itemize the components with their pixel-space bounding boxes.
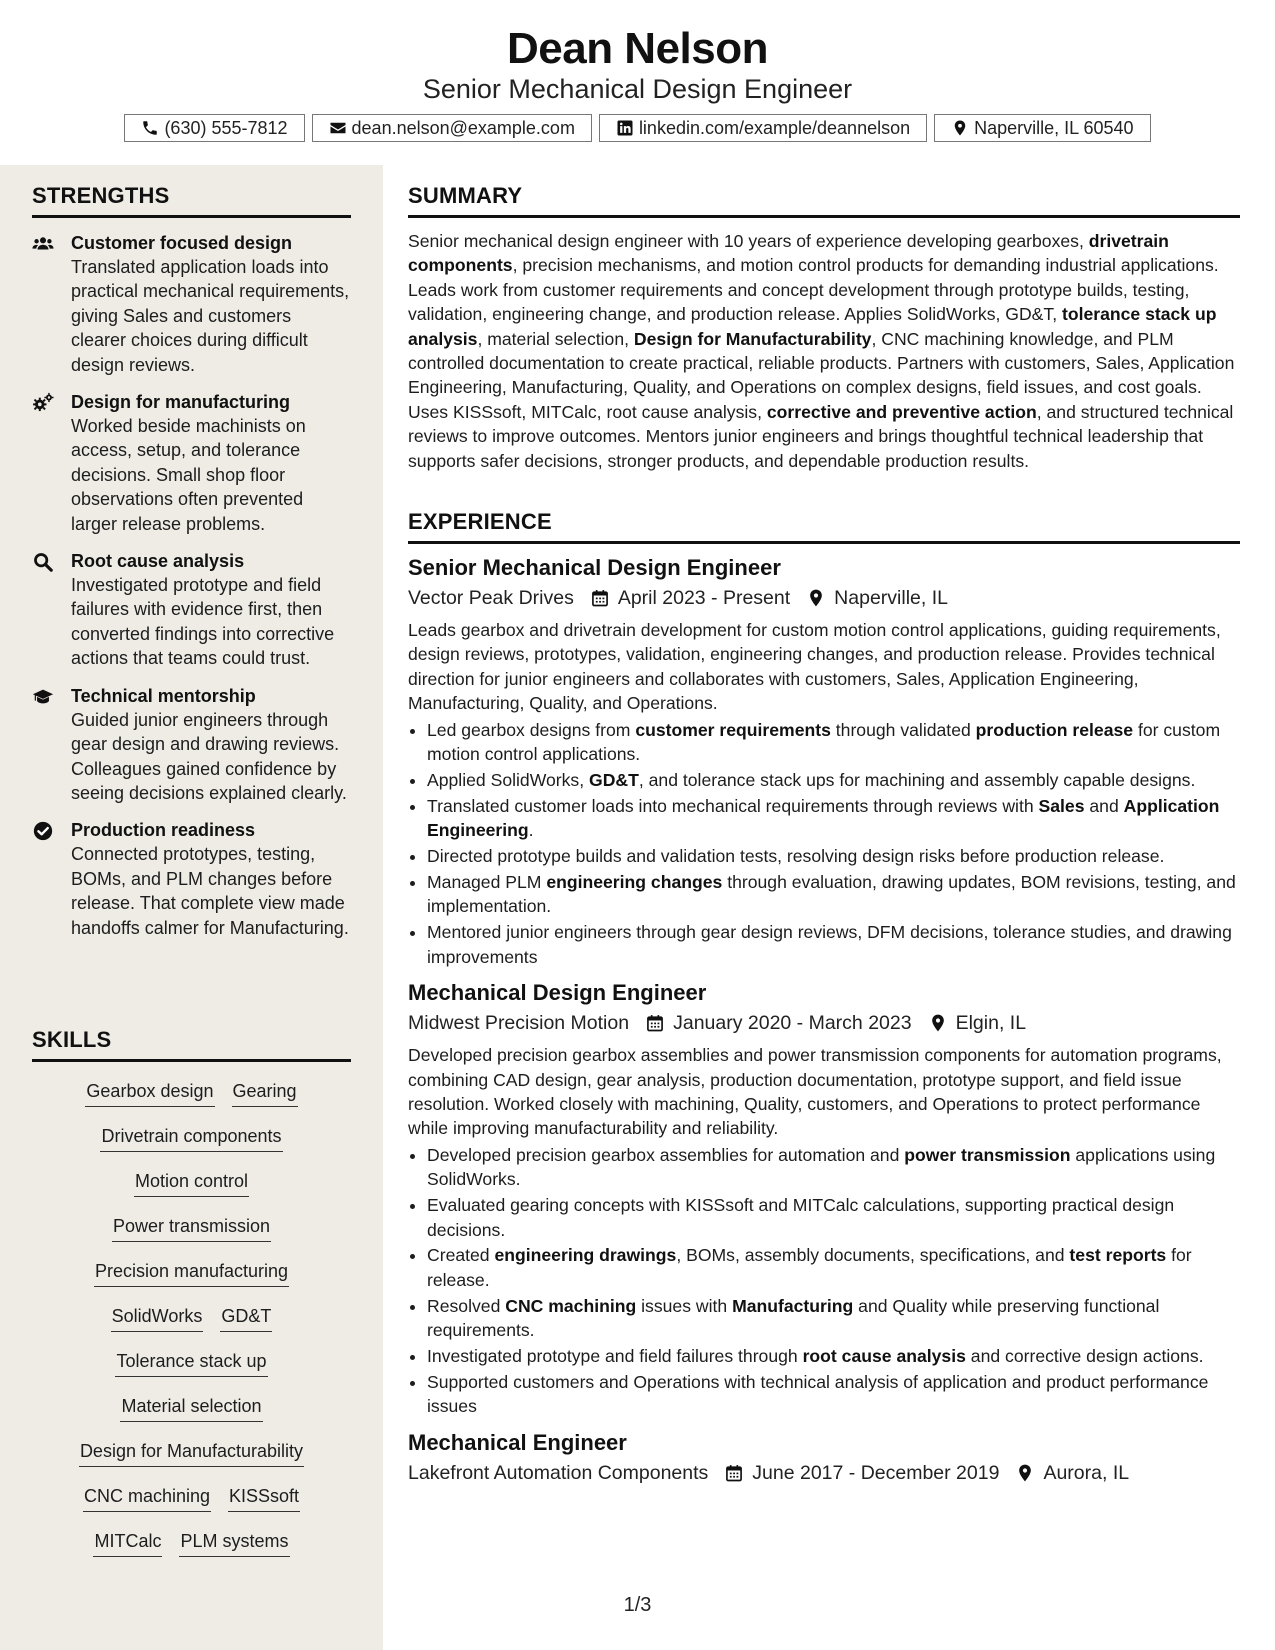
experience-section bbox=[408, 509, 1240, 1486]
body-text: Created bbox=[427, 1245, 495, 1266]
body-text: , and tolerance stack ups for machining and assembly capable designs. bbox=[638, 769, 1196, 790]
skill-tag: Power transmission bbox=[112, 1214, 271, 1242]
job-entry bbox=[408, 1429, 1240, 1486]
skills-list bbox=[32, 1070, 351, 1565]
body-text: , and structured technical reviews to improve outcomes. Mentors junior engineers and brings thoughtful technical leadership that supports safer decisions, stronger products, and dependable production results. bbox=[408, 401, 1234, 471]
emphasis-text: customer requirements bbox=[635, 719, 831, 740]
strength-title: Design for manufacturing bbox=[71, 392, 291, 413]
page-number: 1/3 bbox=[623, 1594, 652, 1616]
body-text: Supported customers and Operations with technical analysis of application and product performance issues bbox=[427, 1371, 1209, 1417]
body-text: Managed PLM bbox=[427, 872, 547, 893]
skill-row bbox=[32, 1385, 351, 1430]
bullet-item bbox=[427, 920, 1240, 969]
body-text: Developed precision gearbox assemblies for automation and bbox=[427, 1144, 905, 1165]
skill-row bbox=[32, 1520, 351, 1565]
skills-heading: SKILLS bbox=[32, 1027, 351, 1062]
bullet-item bbox=[427, 718, 1240, 767]
map-pin-icon bbox=[806, 588, 826, 608]
skill-row bbox=[32, 1250, 351, 1295]
bullet-item bbox=[427, 1143, 1240, 1192]
job-title: Senior Mechanical Design Engineer bbox=[408, 555, 781, 580]
body-text: Mentored junior engineers through gear design reviews, DFM decisions, tolerance studies, and drawing improvements bbox=[427, 922, 1232, 967]
job-meta bbox=[408, 585, 1240, 611]
body-text: applications using SolidWorks. bbox=[427, 1144, 1216, 1190]
calendar-icon bbox=[590, 588, 610, 608]
body-text: Senior mechanical design engineer with 10 years of experience developing gearboxes, bbox=[408, 231, 1089, 251]
strength-desc: Translated application loads into practical mechanical requirements, giving Sales and customers clearer choices during difficult design reviews. bbox=[71, 257, 350, 375]
emphasis-text: root cause analysis bbox=[802, 1346, 966, 1367]
users-icon bbox=[32, 233, 54, 255]
skill-row bbox=[32, 1340, 351, 1385]
job-location: Elgin, IL bbox=[955, 1012, 1027, 1035]
skill-row bbox=[32, 1160, 351, 1205]
body-text: through validated bbox=[830, 719, 976, 740]
strength-item bbox=[32, 390, 351, 536]
body-text: Evaluated gearing concepts with KISSsoft and MITCalc calculations, supporting practical design decisions. bbox=[427, 1195, 1175, 1240]
summary-text bbox=[408, 229, 1240, 473]
map-pin-icon bbox=[951, 119, 969, 137]
gears-icon bbox=[32, 392, 54, 414]
bullet-item bbox=[427, 768, 1240, 792]
envelope-icon bbox=[329, 119, 347, 137]
bullet-item bbox=[427, 1370, 1240, 1419]
emphasis-text: power transmission bbox=[904, 1144, 1071, 1165]
body-text: for custom motion control applications. bbox=[427, 719, 1221, 765]
search-icon bbox=[32, 551, 54, 573]
bullet-item bbox=[427, 844, 1240, 868]
body-text: for release. bbox=[427, 1245, 1192, 1290]
strength-desc: Guided junior engineers through gear design and drawing reviews. Colleagues gained confidence by seeing decisions explained clearly. bbox=[71, 709, 347, 803]
emphasis-text: drivetrain components bbox=[408, 231, 1169, 276]
body-text: Investigated prototype and field failures through bbox=[427, 1346, 803, 1367]
emphasis-text: Sales bbox=[1038, 795, 1085, 816]
skill-tag: Motion control bbox=[134, 1169, 249, 1197]
body-text: and bbox=[1084, 795, 1124, 816]
job-company: Vector Peak Drives bbox=[408, 587, 574, 609]
body-text: , precision mechanisms, and motion control products for demanding industrial applications. Leads work from customer requirements and concept development through prototype builds, testing, validation, engineering change, and production release. Applies SolidWorks, GD&T, bbox=[408, 255, 1219, 325]
skill-tag: Material selection bbox=[120, 1394, 262, 1422]
body-text: issues with bbox=[636, 1295, 733, 1316]
skill-row bbox=[32, 1430, 351, 1475]
contact-linkedin-text: linkedin.com/example/deannelson bbox=[638, 117, 911, 138]
emphasis-text: CNC machining bbox=[505, 1295, 637, 1316]
job-entry bbox=[408, 979, 1240, 1419]
skill-row bbox=[32, 1205, 351, 1250]
job-bullets bbox=[408, 718, 1240, 970]
phone-icon bbox=[141, 119, 159, 137]
skill-tag: PLM systems bbox=[179, 1529, 289, 1557]
contact-phone[interactable] bbox=[124, 114, 304, 142]
bullet-item bbox=[427, 1193, 1240, 1242]
emphasis-text: corrective and preventive action bbox=[766, 401, 1037, 422]
job-meta bbox=[408, 1010, 1240, 1036]
emphasis-text: Application Engineering bbox=[427, 795, 1220, 841]
sidebar bbox=[0, 165, 383, 1650]
job-location: Naperville, IL bbox=[834, 587, 948, 609]
bullet-item bbox=[427, 1294, 1240, 1343]
skill-row bbox=[32, 1115, 351, 1160]
strengths-section bbox=[32, 183, 351, 940]
experience-heading: EXPERIENCE bbox=[408, 509, 1240, 544]
body-text: , material selection, bbox=[477, 328, 634, 349]
emphasis-text: Manufacturing bbox=[732, 1295, 854, 1316]
skill-tag: CNC machining bbox=[83, 1484, 211, 1512]
body-text: through evaluation, drawing updates, BOM revisions, testing, and implementation. bbox=[427, 872, 1236, 917]
map-pin-icon bbox=[928, 1013, 948, 1033]
strength-desc: Connected prototypes, testing, BOMs, and PLM changes before release. That complete view made handoffs calmer for Manufacturing. bbox=[71, 844, 349, 938]
skill-tag: Gearing bbox=[232, 1079, 298, 1107]
skill-tag: MITCalc bbox=[93, 1529, 162, 1557]
strength-title: Root cause analysis bbox=[71, 551, 245, 572]
job-company: Lakefront Automation Components bbox=[408, 1461, 709, 1484]
skill-tag: SolidWorks bbox=[111, 1304, 204, 1332]
emphasis-text: engineering changes bbox=[546, 872, 723, 893]
skill-row bbox=[32, 1475, 351, 1520]
body-text: , BOMs, assembly documents, specifications, and bbox=[676, 1245, 1070, 1266]
job-dates: June 2017 - December 2019 bbox=[752, 1461, 1000, 1484]
job-company: Midwest Precision Motion bbox=[408, 1012, 630, 1035]
job-meta bbox=[408, 1460, 1240, 1486]
skill-tag: GD&T bbox=[220, 1304, 272, 1332]
contact-location-text: Naperville, IL 60540 bbox=[974, 117, 1134, 138]
strength-desc: Worked beside machinists on access, setup, and tolerance decisions. Small shop floor observations often prevented larger release problems. bbox=[71, 416, 306, 534]
strength-title: Technical mentorship bbox=[71, 685, 256, 706]
emphasis-text: GD&T bbox=[589, 769, 639, 790]
skill-tag: Precision manufacturing bbox=[94, 1259, 289, 1287]
resume-header bbox=[0, 0, 1275, 165]
body-text: Directed prototype builds and validation tests, resolving design risks before production release. bbox=[427, 846, 1165, 867]
strength-item bbox=[32, 549, 351, 671]
job-dates: April 2023 - Present bbox=[617, 587, 791, 609]
job-title: Mechanical Engineer bbox=[408, 1429, 627, 1455]
contact-email[interactable] bbox=[312, 114, 592, 142]
strengths-heading: STRENGTHS bbox=[32, 183, 351, 218]
body-text: Led gearbox designs from bbox=[427, 719, 636, 740]
contact-bar bbox=[0, 114, 1275, 142]
summary-section bbox=[408, 183, 1240, 473]
body-text: Applied SolidWorks, bbox=[427, 769, 590, 790]
job-dates: January 2020 - March 2023 bbox=[673, 1012, 912, 1035]
body-text: , CNC machining knowledge, and PLM controlled documentation to create practical, reliable products. Partners with customers, Sales, Application Engineering, Manufacturing, Quality, and Operations on complex designs, field issues, and cost goals. Uses KISSsoft, MITCalc, root cause analysis, bbox=[408, 328, 1235, 422]
skill-row bbox=[32, 1295, 351, 1340]
contact-location bbox=[934, 114, 1150, 142]
skill-tag: KISSsoft bbox=[228, 1484, 300, 1512]
bullet-item bbox=[427, 1243, 1240, 1292]
strength-item bbox=[32, 684, 351, 806]
body-text: . bbox=[528, 820, 534, 841]
strength-title: Customer focused design bbox=[71, 233, 293, 253]
body-text: and corrective design actions. bbox=[965, 1346, 1204, 1367]
candidate-title: Senior Mechanical Design Engineer bbox=[422, 74, 853, 104]
bullet-item bbox=[427, 1344, 1240, 1368]
skill-tag: Gearbox design bbox=[85, 1079, 214, 1107]
contact-linkedin[interactable] bbox=[599, 114, 927, 142]
calendar-icon bbox=[645, 1013, 665, 1033]
emphasis-text: Design for Manufacturability bbox=[633, 328, 872, 349]
check-circle-icon bbox=[32, 820, 54, 842]
body-text: and Quality while preserving functional requirements. bbox=[427, 1295, 1160, 1341]
skills-section bbox=[32, 1027, 351, 1565]
skill-tag: Drivetrain components bbox=[100, 1124, 282, 1152]
strength-item bbox=[32, 231, 351, 377]
strength-title: Production readiness bbox=[71, 820, 256, 841]
map-pin-icon bbox=[1015, 1463, 1035, 1483]
calendar-icon bbox=[724, 1463, 744, 1483]
job-entry bbox=[408, 554, 1240, 969]
emphasis-text: production release bbox=[975, 719, 1134, 740]
graduation-cap-icon bbox=[32, 686, 54, 708]
skill-row bbox=[32, 1070, 351, 1115]
strength-item bbox=[32, 818, 351, 940]
bullet-item bbox=[427, 794, 1240, 843]
candidate-name: Dean Nelson bbox=[506, 24, 768, 73]
linkedin-icon bbox=[616, 119, 634, 137]
body-text: Resolved bbox=[427, 1295, 506, 1316]
emphasis-text: engineering drawings bbox=[494, 1245, 677, 1266]
job-description: Leads gearbox and drivetrain development for custom motion control applications, guiding requirements, design reviews, prototypes, validation, engineering changes, and production release. Provides technical direction for junior engineers and collaborates with customers, Sales, Application Engineering, Manufacturing, Quality, and Operations. bbox=[408, 620, 1221, 714]
job-location: Aurora, IL bbox=[1043, 1461, 1130, 1484]
emphasis-text: tolerance stack up analysis bbox=[408, 304, 1217, 349]
contact-phone-text: (630) 555-7812 bbox=[164, 117, 288, 138]
summary-heading: SUMMARY bbox=[408, 183, 1240, 218]
job-title: Mechanical Design Engineer bbox=[408, 980, 707, 1006]
skill-tag: Design for Manufacturability bbox=[79, 1439, 304, 1467]
bullet-item bbox=[427, 870, 1240, 919]
body-text: Translated customer loads into mechanical requirements through reviews with bbox=[427, 795, 1039, 816]
skill-tag: Tolerance stack up bbox=[115, 1349, 267, 1377]
contact-email-text: dean.nelson@example.com bbox=[351, 117, 575, 138]
strength-desc: Investigated prototype and field failures with evidence first, then converted findings into corrective actions that teams could trust. bbox=[71, 575, 335, 669]
emphasis-text: test reports bbox=[1069, 1245, 1167, 1266]
job-bullets bbox=[408, 1143, 1240, 1419]
job-description: Developed precision gearbox assemblies and power transmission components for automation programs, combining CAD design, gear analysis, production documentation, prototype support, and field issue resolution. Worked closely with machining, Quality, customers, and Operations to protect performance while improving manufacturability and reliability. bbox=[408, 1045, 1222, 1139]
